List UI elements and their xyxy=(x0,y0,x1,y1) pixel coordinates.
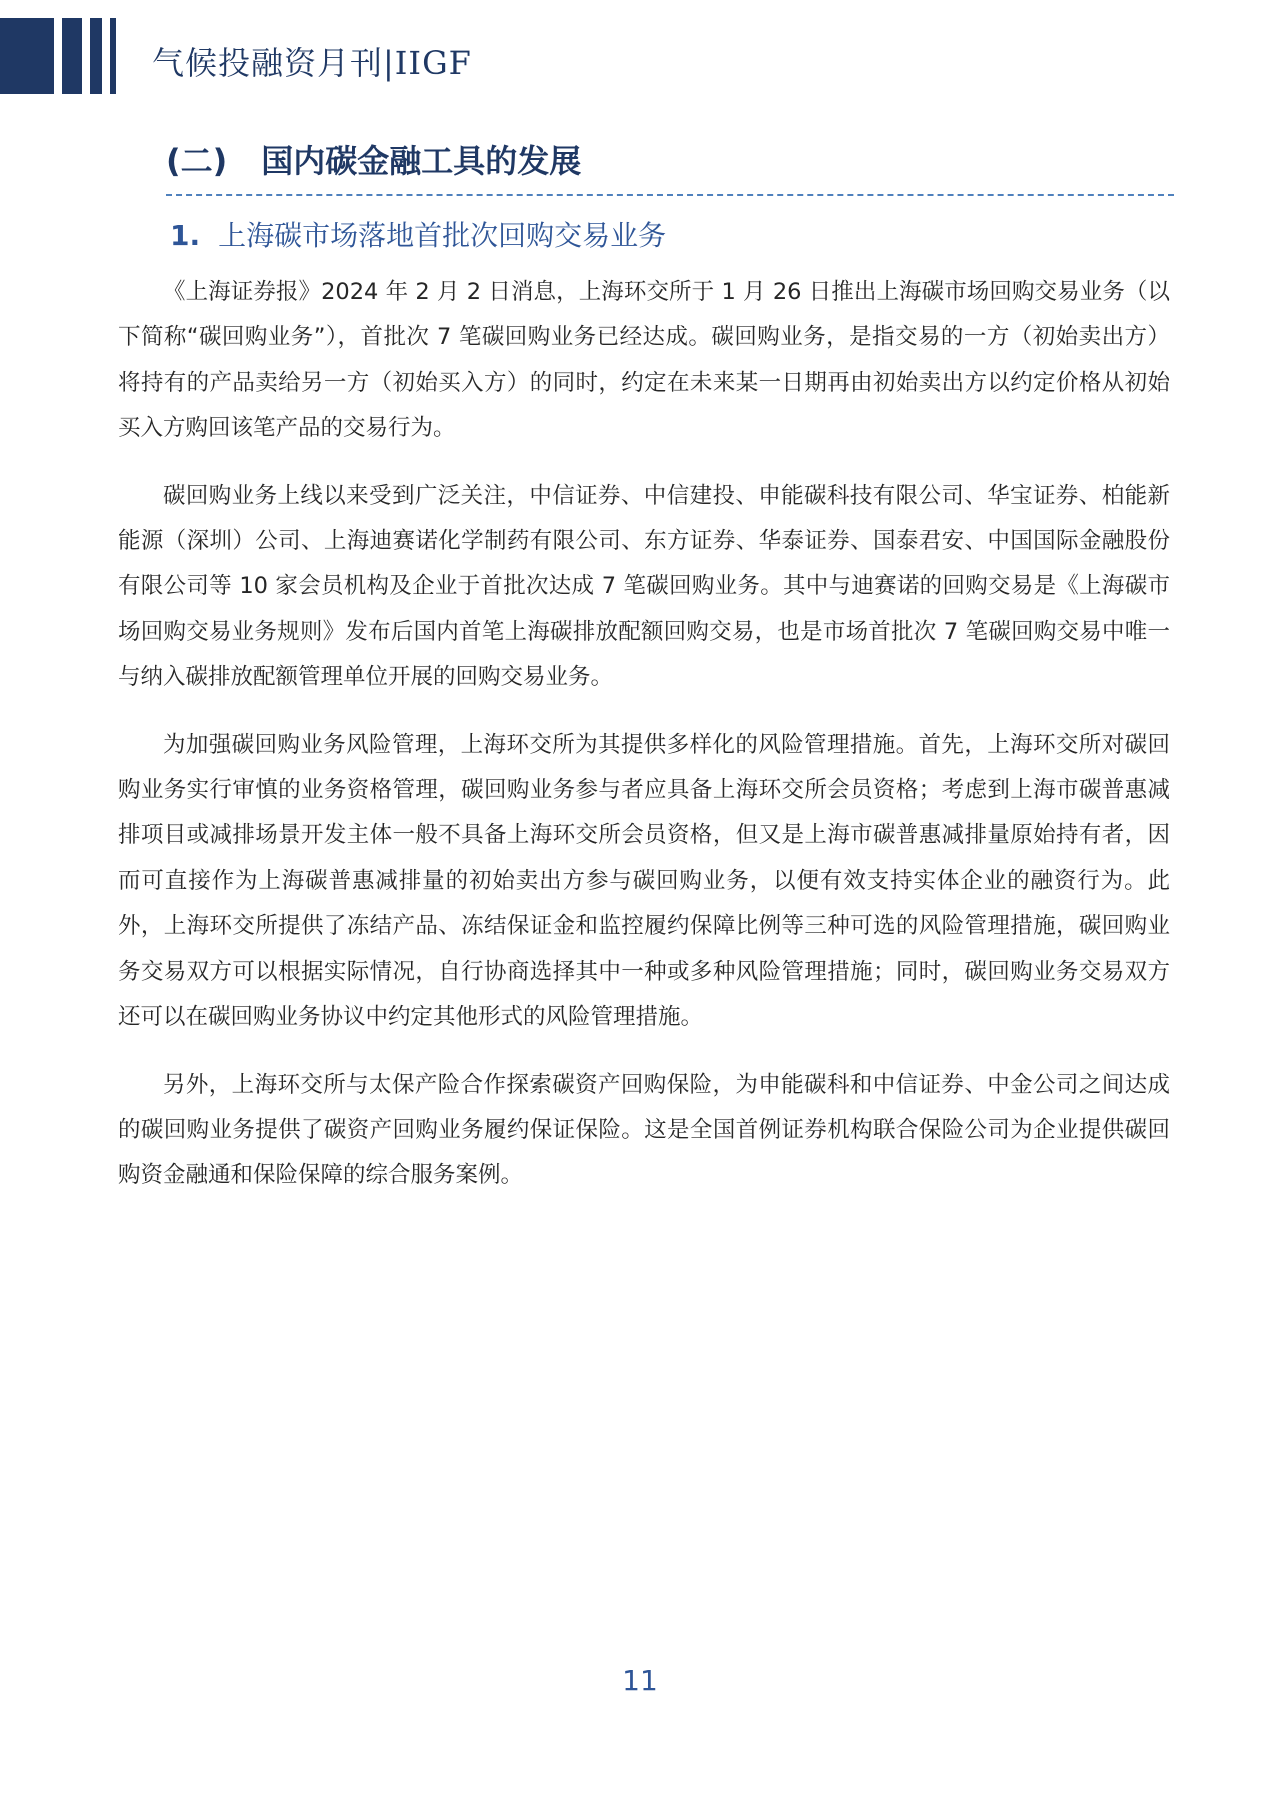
paragraph: 为加强碳回购业务风险管理，上海环交所为其提供多样化的风险管理措施。首先，上海环交所对碳回购业务实行审慎的业务资格管理，碳回购业务参与者应具备上海环交所会员资格；考虑到上海市碳普惠减排项目或减排场景开发主体一般不具备上海环交所会员资格，但又是上海市碳普惠减排量原始持有者，因而可直接作为上海碳普惠减排量的初始卖出方参与碳回购业务，以便有效支持实体企业的融资行为。此外，上海环交所提供了冻结产品、冻结保证金和监控履约保障比例等三种可选的风险管理措施，碳回购业务交易双方可以根据实际情况，自行协商选择其中一种或多种风险管理措施；同时，碳回购业务交易双方还可以在碳回购业务协议中约定其他形式的风险管理措施。 xyxy=(118,731,1170,1031)
paragraph: 另外，上海环交所与太保产险合作探索碳资产回购保险，为申能碳科和中信证券、中金公司之间达成的碳回购业务提供了碳资产回购业务履约保证保险。这是全国首例证券机构联合保险公司为企业提供碳回购资金融通和保险保障的综合服务案例。 xyxy=(118,1071,1170,1189)
section-divider xyxy=(166,194,1174,196)
subsection-title: 上海碳市场落地首批次回购交易业务 xyxy=(218,219,667,252)
header-decoration xyxy=(0,18,120,94)
paragraph: 《上海证券报》2024 年 2 月 2 日消息，上海环交所于 1 月 26 日推出上海碳市场回购交易业务（以下简称“碳回购业务”），首批次 7 笔碳回购业务已经达成。碳回购业务，是指交易的一方（初始卖出方）将持有的产品卖给另一方（初始买入方）的同时，约定在未来某一日期再由初始卖出方以约定价格从初始买入方购回该笔产品的交易行为。 xyxy=(118,279,1170,442)
subsection-heading xyxy=(170,214,666,254)
publication-title: 气候投融资月刊|IIGF xyxy=(152,44,472,82)
section-number: (二) xyxy=(166,142,228,180)
header-bar xyxy=(62,18,82,94)
paragraph: 碳回购业务上线以来受到广泛关注，中信证券、中信建投、申能碳科技有限公司、华宝证券、柏能新能源（深圳）公司、上海迪赛诺化学制药有限公司、东方证券、华泰证券、国泰君安、中国国际金融股份有限公司等 10 家会员机构及企业于首批次达成 7 笔碳回购业务。其中与迪赛诺的回购交易是《上海碳市场回购交易业务规则》发布后国内首笔上海碳排放配额回购交易，也是市场首批次 7 笔碳回购交易中唯一与纳入碳排放配额管理单位开展的回购交易业务。 xyxy=(118,482,1170,691)
section-heading xyxy=(166,136,581,182)
section-title: 国内碳金融工具的发展 xyxy=(261,142,582,180)
article-body xyxy=(118,270,1170,1221)
page-number: 11 xyxy=(622,1664,658,1697)
header-bar xyxy=(90,18,102,94)
subsection-number: 1. xyxy=(170,219,201,252)
header-bar xyxy=(0,18,54,94)
header-bar xyxy=(110,18,116,94)
